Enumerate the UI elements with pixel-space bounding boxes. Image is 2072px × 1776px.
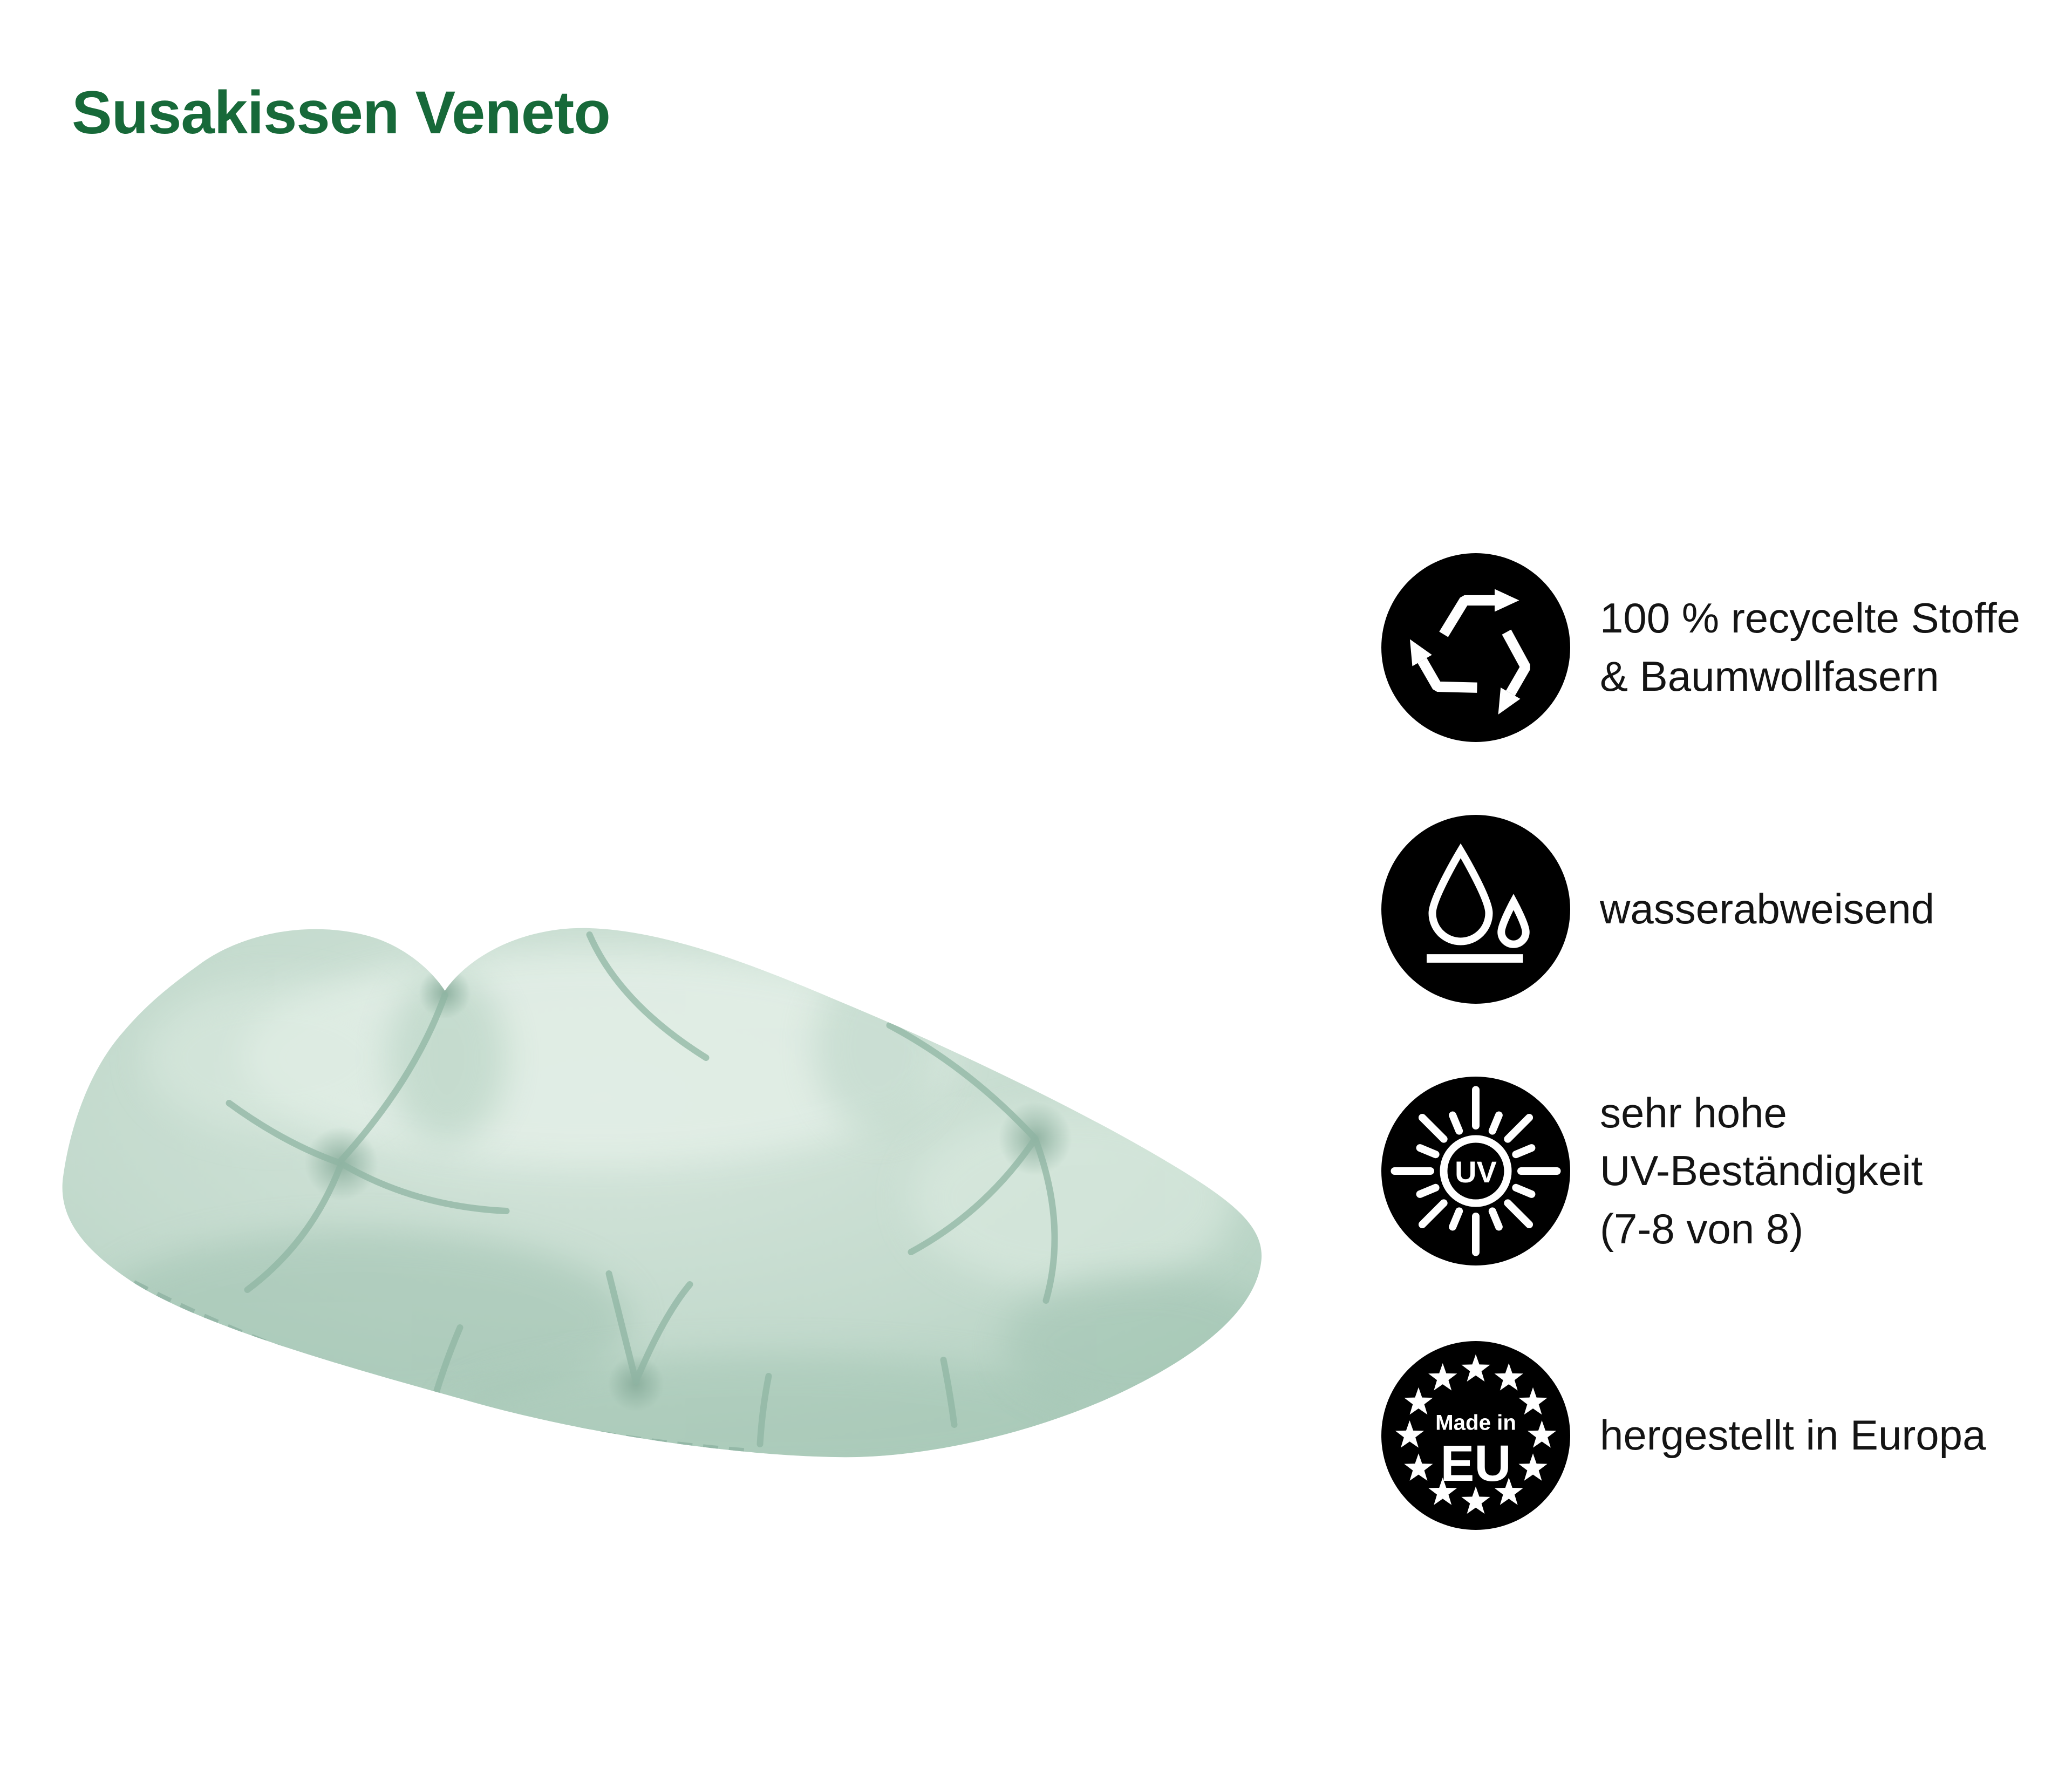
cushion-illustration	[58, 917, 1270, 1462]
water-repellent-icon	[1381, 815, 1570, 1004]
uv-resistance-icon	[1381, 1077, 1570, 1265]
feature-recycled	[1381, 553, 2040, 742]
feature-line: 100 % recycelte Stoffe	[1600, 594, 2021, 642]
uv-badge-label: UV	[1455, 1155, 1497, 1189]
eu-badge-top-label: Made in	[1435, 1410, 1516, 1435]
eu-badge-label: EU	[1440, 1435, 1511, 1492]
feature-line: wasserabweisend	[1600, 885, 1935, 933]
feature-line: sehr hohe	[1600, 1088, 1787, 1137]
feature-line: (7-8 von 8)	[1600, 1205, 1804, 1253]
feature-text-water	[1600, 880, 1934, 938]
recycle-icon	[1381, 553, 1570, 742]
page-title: Susakissen Veneto	[72, 79, 610, 146]
feature-uv-resistance	[1381, 1077, 2040, 1265]
feature-line: hergestellt in Europa	[1600, 1411, 1986, 1459]
feature-line: & Baumwollfasern	[1600, 652, 1939, 700]
feature-text-uv	[1600, 1084, 1923, 1258]
feature-made-in-eu	[1381, 1341, 2040, 1530]
product-image-cushion	[58, 917, 1270, 1462]
made-in-eu-icon	[1381, 1341, 1570, 1530]
feature-water-repellent	[1381, 815, 2040, 1004]
feature-line: UV-Beständigkeit	[1600, 1147, 1923, 1195]
feature-text-eu	[1600, 1406, 1986, 1465]
feature-text-recycled	[1600, 589, 2020, 705]
